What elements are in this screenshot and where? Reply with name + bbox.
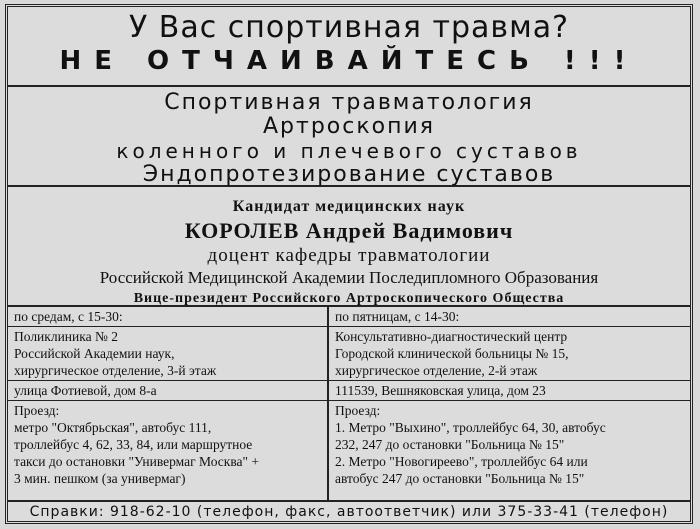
doctor-name: КОРОЛЕВ Андрей Вадимович — [184, 218, 514, 243]
day-label: по средам, с 15-30: — [14, 309, 123, 324]
advertisement — [5, 4, 693, 524]
schedule-address — [329, 381, 690, 401]
contact-footer: Справки: 918-62-10 (телефон, факс, автоответчик) или 375-33-41 (телефон) — [29, 504, 669, 520]
doctor-position: доцент кафедры травматологии — [207, 245, 491, 266]
schedule-friday — [329, 307, 690, 500]
doctor-degree: Кандидат медицинских наук — [232, 198, 466, 215]
specialty-endoprosthetics: Эндопротезирование суставов — [142, 162, 556, 187]
schedule-directions — [8, 401, 327, 488]
directions-line: такси до остановки "Универмаг Москва" + — [14, 454, 260, 469]
headline-block — [8, 7, 690, 87]
directions-line: метро "Октябрьская", автобус 111, — [14, 420, 212, 435]
specialty-sports-traumatology: Спортивная травматология — [164, 90, 534, 115]
directions-line: 3 мин. пешком (за универмаг) — [14, 471, 186, 486]
place-line: хирургическое отделение, 3-й этаж — [14, 363, 217, 378]
specialty-arthroscopy: Артроскопия — [262, 114, 435, 139]
directions-line: автобус 247 до остановки "Больница № 15" — [335, 471, 585, 486]
schedule-wednesday — [8, 307, 329, 500]
directions-line: 1. Метро "Выхино", троллейбус 64, 30, автобус — [335, 420, 606, 435]
directions-line: Проезд: — [14, 403, 60, 418]
schedule-day — [8, 307, 327, 327]
headline-question: У Вас спортивная травма? — [128, 10, 570, 45]
place-line: Консультативно-диагностический центр — [335, 329, 568, 344]
doctor-vice-president: Вице-президент Российского Артроскопического Общества — [133, 291, 565, 306]
schedule-place — [8, 327, 327, 381]
place-line: Поликлиника № 2 — [14, 329, 118, 344]
address-line: 111539, Вешняковская улица, дом 23 — [335, 383, 546, 398]
specialty-joints: коленного и плечевого суставов — [116, 139, 582, 163]
day-label: по пятницам, с 14-30: — [335, 309, 460, 324]
schedule-place — [329, 327, 690, 381]
schedule-day — [329, 307, 690, 327]
doctor-block — [8, 187, 690, 307]
address-line: улица Фотиевой, дом 8-а — [14, 383, 157, 398]
directions-line: троллейбус 4, 62, 33, 84, или маршрутное — [14, 437, 253, 452]
directions-line: Проезд: — [335, 403, 381, 418]
place-line: хирургическое отделение, 2-й этаж — [335, 363, 538, 378]
schedule-grid — [8, 307, 690, 502]
schedule-address — [8, 381, 327, 401]
specialties-block — [8, 87, 690, 187]
place-line: Российской Академии наук, — [14, 346, 175, 361]
headline-exclamation: НЕ ОТЧАИВАЙТЕСЬ !!! — [59, 46, 639, 76]
place-line: Городской клинической больницы № 15, — [335, 346, 569, 361]
schedule-directions — [329, 401, 690, 488]
directions-line: 2. Метро "Новогиреево", троллейбус 64 или — [335, 454, 588, 469]
directions-line: 232, 247 до остановки "Больница № 15" — [335, 437, 565, 452]
doctor-academy: Российской Медицинской Академии Последипломного Образования — [99, 268, 599, 287]
